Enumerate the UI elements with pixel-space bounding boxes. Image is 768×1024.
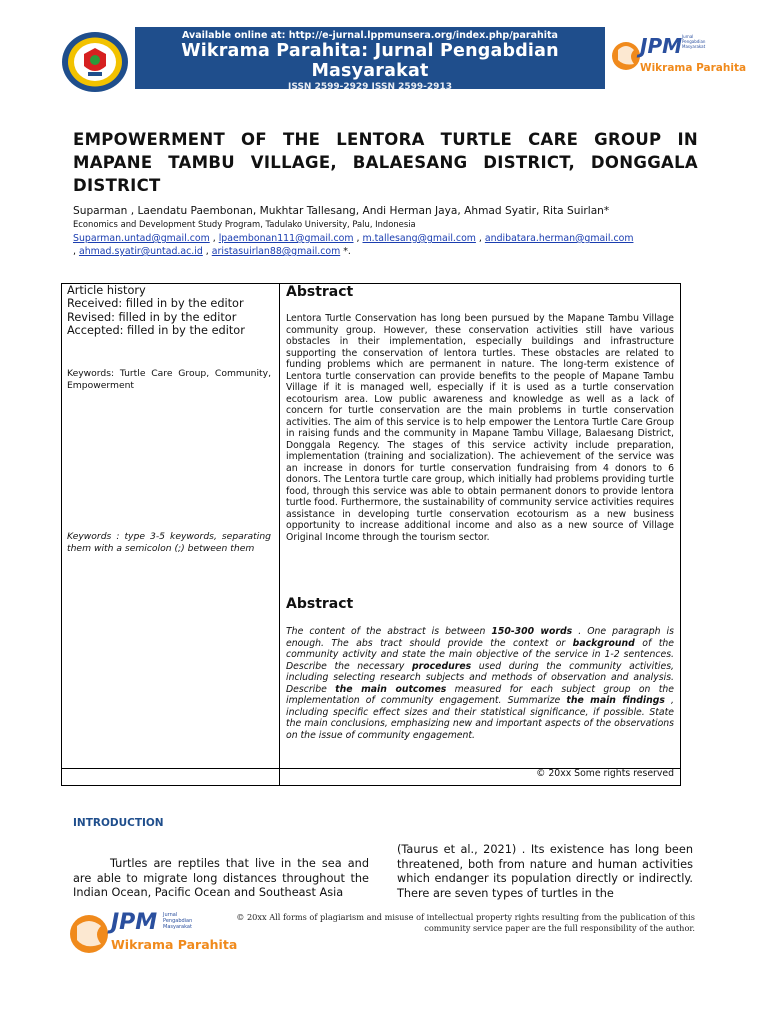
footer-copyright: © 20xx All forms of plagiarism and misuse of intellectual property rights resulting from the publication of this community service paper are the full responsibility of the author. [236,912,695,933]
footer-logo-text: JPM [111,910,158,935]
footer-jpm-logo [67,910,238,956]
affiliation: Economics and Development Study Program, Tadulako University, Palu, Indonesia [73,219,416,229]
email-link[interactable]: m.tallesang@gmail.com [362,233,476,244]
jpm-logo-sub: Wikrama Parahita [640,62,747,74]
email-separator: , [475,233,485,244]
email-link[interactable]: andibatara.herman@gmail.com [484,233,634,244]
article-history [67,284,277,337]
journal-banner [135,27,605,89]
footer-logo-small: Jurnal Pengabdian Masyarakat [163,912,193,930]
history-revised: Revised: filled in by the editor [67,310,237,324]
intro-paragraph-right: (Taurus et al., 2021) . Its existence has long been threatened, both from nature and human activities which endanger its population directly or indirectly. There are seven types of turtles in the [397,843,693,900]
jpm-logo-small: Jurnal Pengabdian Masyarakat [682,34,706,49]
keywords: Keywords: Turtle Care Group, Community, Empowerment [67,368,271,391]
email-list [73,232,703,258]
email-separator: , [73,246,79,257]
journal-title: Wikrama Parahita: Jurnal Pengabdian Masyarakat [181,41,559,81]
history-accepted: Accepted: filled in by the editor [67,323,245,337]
keywords-template: Keywords : type 3-5 keywords, separating them with a semicolon (;) between them [67,531,271,554]
email-link[interactable]: Suparman.untad@gmail.com [73,233,210,244]
abstract-template-text: The content of the abstract is between 150-300 words . One paragraph is enough. The abs tract should provide the context or background of the community activity and state the main objective of the service in 1-2 sentences. Describe the necessary procedures used during the community activities, including selecting research subjects and methods of observation and analysis. Describe the main outcomes measured for each subject group on the implementation of community engagement. Summarize the main findings , including specific effect sizes and their statistical significance, if possible. State the main conclusions, emphasizing new and important aspects of the observations on the issue of community engagement. [286,626,674,741]
abstract-text: Lentora Turtle Conservation has long been pursued by the Mapane Tambu Village community group. However, these conservation activities still have various obstacles in their implementation, especially buildings and infrastructure supporting the conservation of lentora turtles. These obstacles are related to funding problems which are permanent in nature. The long-term existence of Lentora turtle conservation can provide benefits to the people of Mapane Tambu Village if it is managed well, especially if it is used as a turtle conservation ecotourism area. Low public awareness and knowledge as well as a lack of concern for turtle conservation are the main problems in turtle conservation activities. The aim of this service is to help empower the Lentora Turtle Care Group in raising funds and the community in Mapane Tambu Village, Balaesang District, Donggala Regency. The stages of this service activity include preparation, implementation (training and socialization). The achievement of the service was an increase in donors for turtle conservation fundraising from 4 donors to 6 donors. The Lentora turtle care group, which initially had problems providing turtle food, through this service was able to obtain permanent donors to provide lentora turtle food. Furthermore, the sustainability of community service activities requires assistance in developing turtle conservation ecotourism as a new business opportunity to increase additional income and also as a new source of Village Original Income through the tourism sector. [286,313,674,543]
email-separator: , [209,233,219,244]
email-separator: , [353,233,363,244]
jpm-logo-text: JPM [640,34,683,58]
jpm-logo [610,26,747,86]
email-link[interactable]: ahmad.syatir@untad.ac.id [78,246,203,257]
journal-url-text: Available online at: http://e-jurnal.lppmunsera.org/index.php/parahita [182,30,558,41]
table-column-divider [279,283,280,786]
paper-title: EMPOWERMENT OF THE LENTORA TURTLE CARE GROUP IN MAPANE TAMBU VILLAGE, BALAESANG DISTRICT, DONGGALA DISTRICT [73,130,698,195]
intro-paragraph-left: Turtles are reptiles that live in the sea and are able to migrate long distances throughout the Indian Ocean, Pacific Ocean and Southeast Asia [73,857,369,900]
author-list: Suparman , Laendatu Paembonan, Mukhtar Tallesang, Andi Herman Jaya, Ahmad Syatir, Rita Suirlan* [73,205,610,217]
email-end: *. [340,246,351,257]
history-heading: Article history [67,284,146,297]
journal-issn: ISSN 2599-2929 ISSN 2599-2913 [288,82,452,89]
university-seal-logo [60,30,130,94]
email-link[interactable]: aristasuirlan88@gmail.com [211,246,341,257]
footer-logo-sub: Wikrama Parahita [111,937,238,952]
section-heading-introduction: INTRODUCTION [73,817,164,829]
email-link[interactable]: lpaembonan111@gmail.com [218,233,354,244]
abstract-template-heading: Abstract [286,596,354,612]
history-received: Received: filled in by the editor [67,297,244,311]
rights-notice: © 20xx Some rights reserved [536,768,674,779]
abstract-heading: Abstract [286,284,354,300]
email-separator: , [202,246,212,257]
